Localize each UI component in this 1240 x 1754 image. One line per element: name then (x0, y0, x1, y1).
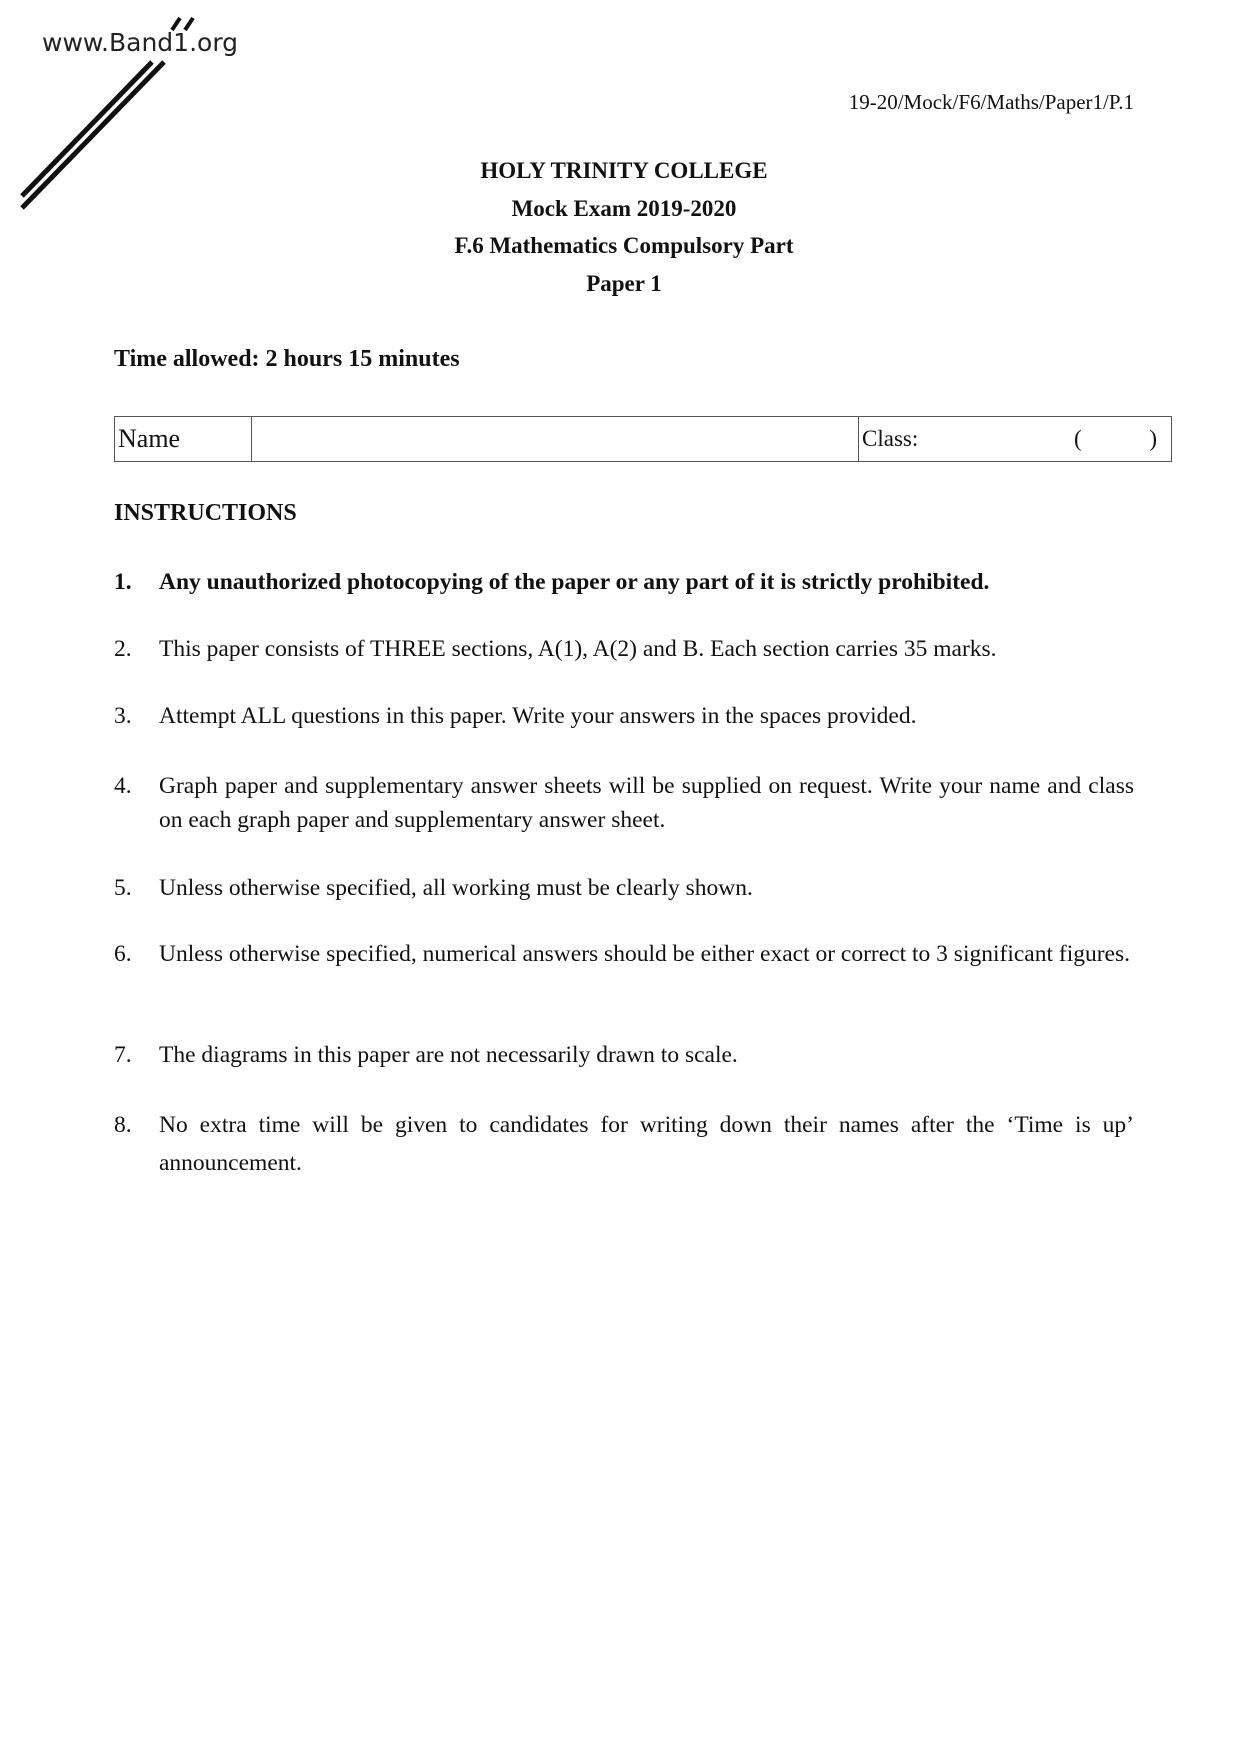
exam-title: Mock Exam 2019-2020 (511, 196, 737, 221)
instruction-item: 5. Unless otherwise specified, all working must be clearly shown. (114, 875, 753, 901)
paper-title: Paper 1 (586, 271, 662, 296)
class-number-open: ( (1073, 426, 1082, 451)
instruction-item: 3. Attempt ALL questions in this paper. Write your answers in the spaces provided. (114, 703, 917, 729)
instruction-item: 1. Any unauthorized photocopying of the paper or any part of it is strictly prohibited. (114, 569, 990, 595)
instruction-item: 7. The diagrams in this paper are not necessarily drawn to scale. (114, 1042, 738, 1068)
page-reference: 19-20/Mock/F6/Maths/Paper1/P.1 (848, 90, 1134, 114)
class-field[interactable] (859, 417, 1172, 462)
watermark-text: www.Band1.org (42, 28, 239, 57)
instruction-item: 8. No extra time will be given to candidates for writing down their names after the ‘Time is up’ announcement. (114, 1112, 1134, 1176)
instruction-item: 2. This paper consists of THREE sections, A(1), A(2) and B. Each section carries 35 marks. (114, 636, 997, 662)
school-name: HOLY TRINITY COLLEGE (480, 158, 768, 183)
name-label: Name (115, 417, 252, 462)
name-field[interactable] (252, 417, 859, 462)
instruction-item: 4. Graph paper and supplementary answer sheets will be supplied on request. Write your name and class on each graph paper and supplementary answer sheet. (114, 773, 1134, 833)
candidate-info-table (114, 416, 1172, 462)
instructions-heading: INSTRUCTIONS (114, 500, 297, 526)
subject-title: F.6 Mathematics Compulsory Part (454, 233, 794, 258)
class-number-close: ) (1149, 426, 1158, 451)
instruction-item: 6. Unless otherwise specified, numerical answers should be either exact or correct to 3 significant figures. (114, 941, 1131, 967)
class-label: Class: (862, 426, 919, 451)
time-allowed: Time allowed: 2 hours 15 minutes (114, 346, 460, 372)
